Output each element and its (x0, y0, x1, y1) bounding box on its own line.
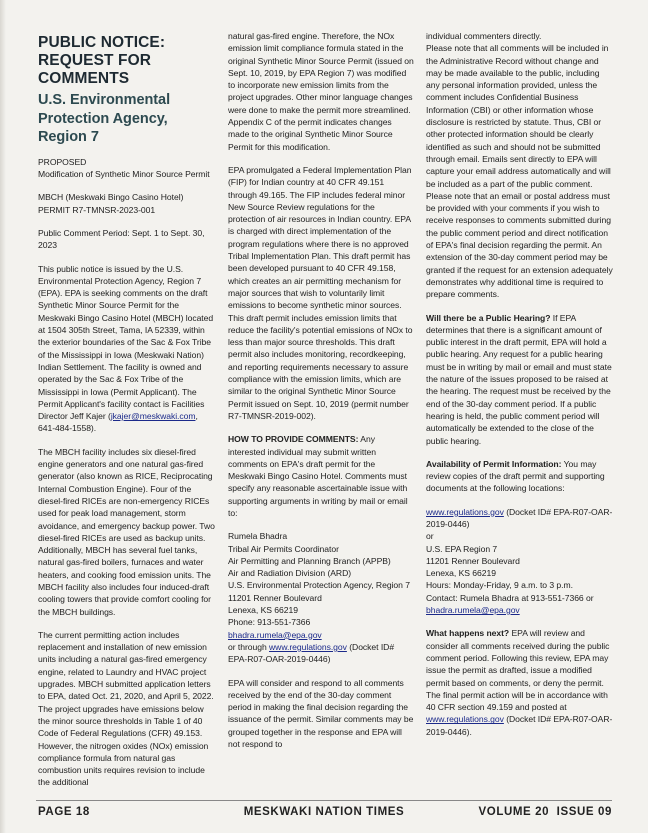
notice-title: PUBLIC NOTICE: REQUEST FOR COMMENTS (38, 34, 166, 87)
email-link[interactable]: bhadra.rumela@epa.gov (228, 629, 322, 640)
availability-heading: Availability of Permit Information: (426, 458, 562, 469)
footer-rule (36, 800, 612, 801)
next-heading: What happens next? (426, 628, 510, 639)
facility-paragraph: The MBCH facility includes six diesel-fired engine generators and one natural gas-fired generator (also known as RICE, Reciprocating Internal Combustion Engine). Four of the diesel-fired RICEs are non-emergency RICEs used for peak load management, storm avoidance, and emergency backup power. Two diesel-fired RICEs are used as backup units. Additionally, MBCH has several fuel tanks, natural gas-fired boilers, furnaces and water heaters, and cooking food emission units. The MBCH facility also includes four induced-draft cooling towers that provide comfort cooling for the MBCH buildings. (38, 446, 215, 617)
column-1 (38, 28, 216, 800)
nox-paragraph: natural gas-fired engine. Therefore, the NOx emission limit compliance formula stated in the original Synthetic Minor Source Permit (issued on Sept. 10, 2019, by EPA Region 7) was modified to incorporate new emission limits from the project upgrades. Other minor language changes were done to make the permit more streamlined. Appendix C of the permit indicates changes made to the original Synthetic Minor Source Permit for this modification. (228, 31, 414, 152)
contact-email-link[interactable]: jkajer@meskwaki.com (110, 411, 196, 422)
regulations-link[interactable]: www.regulations.gov (426, 506, 504, 517)
hearing-heading: Will there be a Public Hearing? (426, 312, 551, 323)
proposed-label: PROPOSED Modification of Synthetic Minor Source Permit (38, 156, 210, 180)
record-paragraph: individual commenters directly. Please note that all comments will be included in the Administrative Record without change and may be made available to the public, including any personal information provided, unless the comment includes Confidential Business Information (CBI) or other information whose disclosure is restricted by statute. Thus, CBI or other protected information should be clearly identified as such and should not be submitted through email. Emails sent directly to EPA will capture your email address automatically and will be included as a part of the public comment. Please note that an email or postal address must be provided with your comments if you wish to receive responses to comments submitted during the public comment period and direct notification of EPA's final decision regarding the permit. An extension of the 30-day comment period may be granted if the request for an extension adequately demonstrates why additional time is required to prepare comments. (426, 31, 613, 300)
regulations-link[interactable]: www.regulations.gov (426, 714, 504, 725)
publication-name: MESKWAKI NATION TIMES (243, 806, 405, 818)
page-number: PAGE 18 (38, 806, 90, 818)
locations-block: www.regulations.gov (Docket ID# EPA-R07-OAR-2019-0446) or U.S. EPA Region 7 11201 Renner Boulevard Lenexa, KS 66219 Hours: Monday-Friday, 9 a.m. to 3 p.m. Contact: Rumela Bhadra at 913-551-7366 or bhadra.rumela@epa.gov (426, 506, 613, 616)
agency-heading: U.S. Environmental Protection Agency, Region 7 (38, 92, 171, 146)
issue-number: VOLUME 20 ISSUE 09 (478, 806, 612, 818)
column-3 (426, 30, 614, 749)
contact-block: Rumela Bhadra Tribal Air Permits Coordinator Air Permitting and Planning Branch (APPB) Air and Radiation Division (ARD) U.S. Environmental Protection Agency, Region 7 11201 Renner Boulevard Lenexa, KS 66219 Phone: 913-551-7366 bhadra.rumela@epa.gov or through www.regulations.gov (Docket ID# EPA-R07-OAR-2019-0446) (228, 531, 410, 665)
facility-permit: MBCH (Meskwaki Bingo Casino Hotel) PERMIT R7-TMNSR-2023-001 (38, 192, 184, 215)
hearing-paragraph: Will there be a Public Hearing? If EPA determines that there is a significant amount of public interest in the draft permit, EPA will hold a public hearing. Any request for a public hearing must be in writing by mail or email and must state the nature of the issues proposed to be raised at the hearing. The request must be received by the end of the 30-day comment period. If a public hearing is held, the public comment period will automatically be extended to the close of the public hearing. (426, 312, 612, 446)
regulations-link[interactable]: www.regulations.gov (269, 641, 347, 652)
how-to-comment: HOW TO PROVIDE COMMENTS: Any interested individual may submit written comments on EPA's draft permit for the Meskwaki Bingo Casino Hotel. Comments must specify any reasonable ascertainable issue with supporting arguments in writing by mail or email to: (228, 434, 408, 518)
email-link[interactable]: bhadra.rumela@epa.gov (426, 605, 520, 616)
comment-period: Public Comment Period: Sept. 1 to Sept. 30, 2023 (38, 227, 205, 251)
availability-paragraph: Availability of Permit Information: You may review copies of the draft permit and supporting documents at the following locations: (426, 458, 605, 494)
column-2 (228, 30, 414, 761)
intro-paragraph: This public notice is issued by the U.S. Environmental Protection Agency, Region 7 (EPA). EPA is seeking comments on the draft Synthetic Minor Source Permit for the Meskwaki Bingo Casino Hotel (MBCH) located at 1504 305th Street, Tama, IA 52339, within the exterior boundaries of the Sac & Fox Tribe of the Mississippi in Iowa (Meskwaki Nation) Indian Settlement. The facility is owned and operated by the Sac & Fox Tribe of the Mississippi in Iowa (Permit Applicant). The Permit Applicant's facility contact is Facilities Director Jeff Kajer (jkajer@meskwaki.com, 641-484-1558). (38, 263, 214, 434)
permitting-paragraph: The current permitting action includes replacement and installation of new emission units including a natural gas-fired emergency engine, related to Laundry and HVAC project upgrades. MBCH submitted application letters to EPA, dated Oct. 21, 2020, and April 5, 2022. The project upgrades have emissions below the minor source thresholds in Table 1 of 40 Code of Federal Regulations (CFR) 49.153. However, the nitrogen oxides (NOx) emission compliance formula from natural gas combustion units requires revision to include the additional (38, 629, 214, 788)
scan-edge-shadow (0, 0, 6, 833)
fip-paragraph: EPA promulgated a Federal Implementation Plan (FIP) for Indian country at 40 CFR 49.151 through 49.165. The FIP includes federal minor New Source Review regulations for the protection of air resources in Indian country. EPA is charged with direct implementation of the program regulations where there is no approved Tribal Implementation Plan. This draft permit has been developed pursuant to 40 CFR 49.158, which creates an air permitting mechanism for major sources that wish to voluntarily limit emissions to become synthetic minor sources. This draft permit includes emission limits that reduce the facility's potential emissions of NOx to less than major source thresholds. This draft permit also includes monitoring, recordkeeping, and reporting requirements necessary to assure compliance with the emission limits, which are similar to the original Synthetic Minor Source Permit issued on Sept. 10, 2019 (permit number R7-TMNSR-2019-002). (228, 164, 413, 421)
next-paragraph: What happens next? EPA will review and consider all comments received during the public comment period. Following this review, EPA may issue the permit as drafted, issue a modified permit based on comments, or deny the permit. The final permit action will be in accordance with 40 CFR section 49.159 and posted at www.regulations.gov (Docket ID# EPA-R07-OAR-2019-0446). (426, 628, 613, 737)
consider-paragraph: EPA will consider and respond to all comments received by the end of the 30-day comment period in making the final decision regarding the issuance of the permit. Similar comments may be grouped together in the response and EPA will not respond to (228, 677, 414, 750)
how-to-comment-heading: HOW TO PROVIDE COMMENTS: (228, 434, 359, 445)
